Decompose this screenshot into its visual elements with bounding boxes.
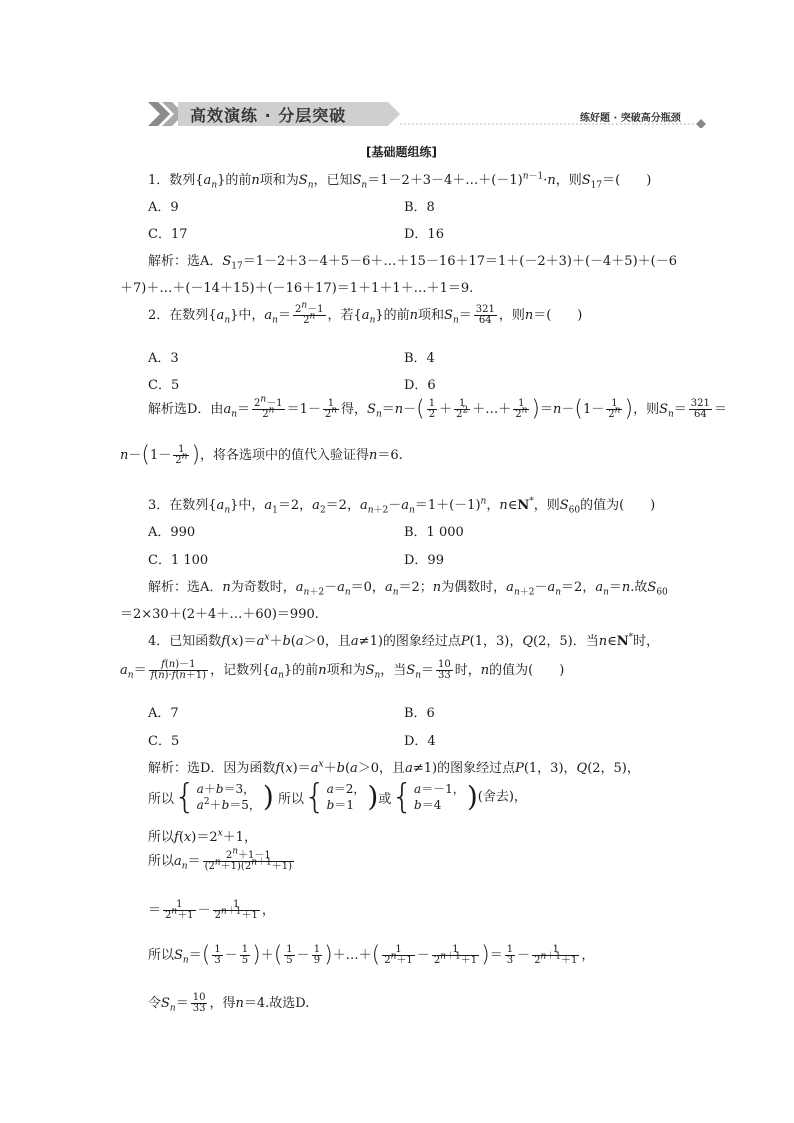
q1-option-b: B．8 (404, 200, 435, 215)
header-right-text: 练好题 · 突破高分瓶颈 (580, 113, 681, 124)
q4-stem: 4．已知函数$f(x)=a^x+b(a>0$，且a≠1)的图象经过点P(1，3)，Q(2，5)．当n∈N*时， (148, 632, 660, 649)
q2-option-a: A．3 (148, 351, 179, 366)
q4-solution-line5: ＝ $\frac{1}{2^n+1}$ － $\frac{1}{2^{n+1}+1}$ ， (148, 898, 275, 921)
header-banner (148, 100, 708, 128)
q4-solution-line7: 令$S_n=$ $\frac{10}{33}$ ，得n＝4.故选D. (148, 991, 310, 1014)
q4-option-a: A．7 (148, 706, 179, 721)
q1-option-a: A．9 (148, 200, 179, 215)
q4-solution-line2: 所以 { a＋b＝3， $a^2+b=5$， ) 所以 { a＝2， b＝1 ) 或 { a＝－1， b＝4 ) (舍去)， (148, 777, 527, 817)
q4-stem-cont: $a_n=$ $\frac{f(n)-1}{f(n)\cdot f(n+1)}$ ，记数列$\{a_n\}$的前n项和为$S_n$，当$S_n=$ $\frac{10}{33}$ 时，n的值为( ) (120, 658, 565, 681)
q3-stem: 3．在数列$\{a_n\}$中，$a_1=2$，$a_2=2$，$a_{n+2}-a_n=1+(-1)^n$，n∈N*，则$S_{60}$的值为( ) (148, 496, 656, 516)
q1-option-d: D．16 (404, 227, 444, 242)
q3-option-c: C．1 100 (148, 553, 209, 568)
q4-solution-line4: 所以$a_n=$ $\frac{2^n+1-1}{(2^n+1)(2^{n+1}+1)}$ (148, 846, 292, 872)
q2-option-c: C．5 (148, 378, 180, 393)
q1-stem: 1．数列$\{a_n\}$的前n项和为$S_n$，已知$S_n=1-2+3-4+\dots+(-1)^{n-1}\cdot n$，则$S_{17}=$( ) (148, 171, 652, 191)
q4-solution-line1: 解析：选D．因为函数$f(x)=a^x+b(a>0$，且a≠1)的图象经过点P(1，3)，Q(2，5)， (148, 759, 640, 776)
header-title: 高效演练 · 分层突破 (190, 106, 347, 125)
q2-stem: 2．在数列$\{a_n\}$中，$a_n=$ $\frac{2^n-1}{2^n}$ ，若$\{a_n\}$的前n项和$S_n=$ $\frac{321}{64}$ ，则n＝( ) (148, 300, 583, 326)
q3-option-d: D．99 (404, 553, 444, 568)
q2-option-d: D．6 (404, 378, 436, 393)
q3-option-b: B．1 000 (404, 525, 464, 540)
q4-solution-line3: 所以$f(x)=2^x+1$， (148, 828, 257, 845)
q4-option-b: B．6 (404, 706, 435, 721)
q2-option-b: B．4 (404, 351, 435, 366)
q1-option-c: C．17 (148, 227, 188, 242)
q4-option-c: C．5 (148, 734, 180, 749)
q1-solution: 解析：选A．$S_{17}=1-2+3-4+5-6+\dots+15-16+17=1+(-2+3)+(-4+5)+(-6$ (148, 254, 677, 272)
q4-option-d: D．4 (404, 734, 436, 749)
q3-solution: 解析：选A．n为奇数时，$a_{n+2}-a_n=0$，$a_n=2$；n为偶数时，$a_{n+2}-a_n=2$，$a_n=n$.故$S_{60}$ (148, 580, 668, 598)
section-heading: [基础题组练] (366, 145, 437, 159)
q4-solution-line6: 所以$S_n=$( $\frac{1}{3}$ － $\frac{1}{5}$ )＋( $\frac{1}{5}$ － $\frac{1}{9}$ )＋…＋( $\frac{1}{2^n+1}$ － $\frac{1}{2^{n+1}+1}$ )＝ $\frac{1}{3}$ － $\frac{1}{2^{n+1}+1}$ ， (148, 942, 595, 968)
q2-solution: 解析选D．由$a_n=$ $\frac{2^n-1}{2^n}$ ＝1－ $\frac{1}{2^n}$ 得，$S_n=n-$( $\frac{1}{2}$ ＋ $\frac{1}{2^2}$ ＋…＋ $\frac{1}{2^n}$ )＝n－(1－ $\frac{1}{2^n}$ )，则$S_n=$ $\frac{321}{64}$ ＝ (148, 394, 727, 422)
q3-option-a: A．990 (148, 525, 196, 540)
q1-solution-cont: ＋7)＋…＋(－14＋15)＋(－16＋17)＝1＋1＋1＋…＋1＝9. (120, 281, 474, 296)
q2-solution-cont: n－(1－ $\frac{1}{2^n}$ )，将各选项中的值代入验证得n＝6. (120, 442, 403, 468)
q3-solution-cont: ＝2×30＋(2＋4＋…＋60)＝990. (120, 607, 319, 622)
